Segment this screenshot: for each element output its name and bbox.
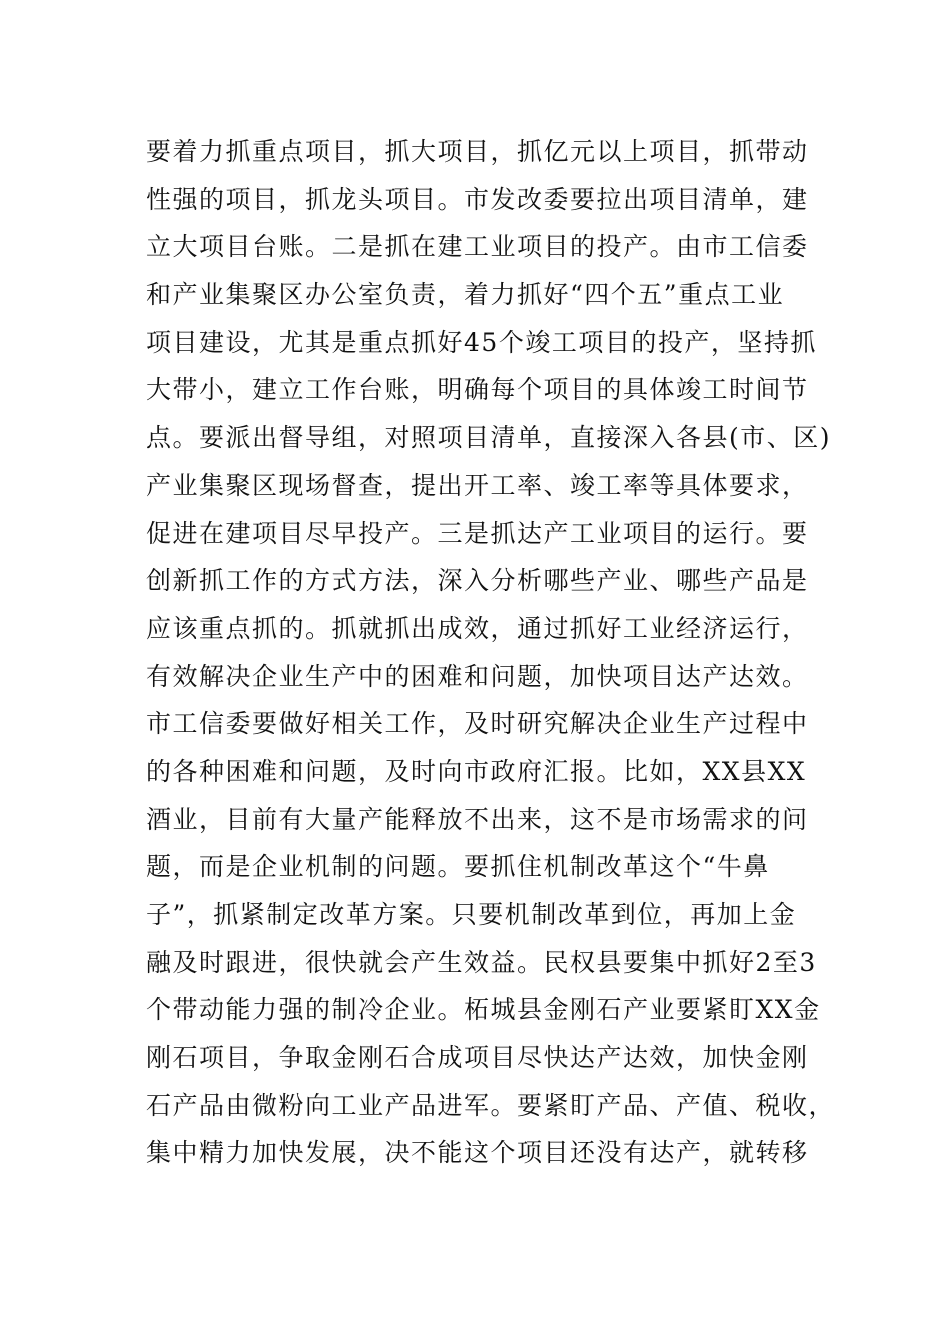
text-line: 创新抓工作的方式方法，深入分析哪些产业、哪些产品是	[146, 566, 809, 596]
text-line: 促进在建项目尽早投产。三是抓达产工业项目的运行。要	[146, 518, 809, 548]
text-line: 产业集聚区现场督查，提出开工率、竣工率等具体要求，	[146, 470, 809, 500]
text-line: 项目建设，尤其是重点抓好45个竣工项目的投产，坚持抓	[146, 327, 817, 357]
text-line: 要着力抓重点项目，抓大项目，抓亿元以上项目，抓带动	[146, 137, 809, 166]
text-line: 大带小，建立工作台账，明确每个项目的具体竣工时间节	[146, 375, 809, 405]
text-line: 集中精力加快发展，决不能这个项目还没有达产，就转移	[146, 1138, 809, 1168]
text-line: 点。要派出督导组，对照项目清单，直接深入各县(市、区)	[146, 423, 832, 453]
text-line: 子”，抓紧制定改革方案。只要机制改革到位，再加上金	[146, 900, 797, 929]
text-line: 性强的项目，抓龙头项目。市发改委要拉出项目清单，建	[146, 184, 809, 214]
body-text	[146, 128, 836, 1177]
text-line: 石产品由微粉向工业产品进军。要紧盯产品、产值、税收，	[146, 1090, 836, 1120]
text-line: 有效解决企业生产中的困难和问题，加快项目达产达效。	[146, 661, 809, 691]
text-line: 市工信委要做好相关工作，及时研究解决企业生产过程中	[146, 709, 809, 739]
text-line: 和产业集聚区办公室负责，着力抓好“四个五”重点工业	[146, 280, 785, 310]
text-line: 刚石项目，争取金刚石合成项目尽快达产达效，加快金刚	[146, 1043, 809, 1073]
text-line: 的各种困难和问题，及时向市政府汇报。比如，XX县XX	[146, 756, 807, 786]
text-line: 融及时跟进，很快就会产生效益。民权县要集中抓好2至3	[146, 947, 817, 977]
text-line: 立大项目台账。二是抓在建工业项目的投产。由市工信委	[146, 232, 809, 262]
text-line: 应该重点抓的。抓就抓出成效，通过抓好工业经济运行，	[146, 613, 809, 643]
text-line: 酒业，目前有大量产能释放不出来，这不是市场需求的问	[146, 804, 809, 834]
text-line: 题，而是企业机制的问题。要抓住机制改革这个“牛鼻	[146, 852, 770, 882]
text-line: 个带动能力强的制冷企业。柘城县金刚石产业要紧盯XX金	[146, 995, 821, 1025]
